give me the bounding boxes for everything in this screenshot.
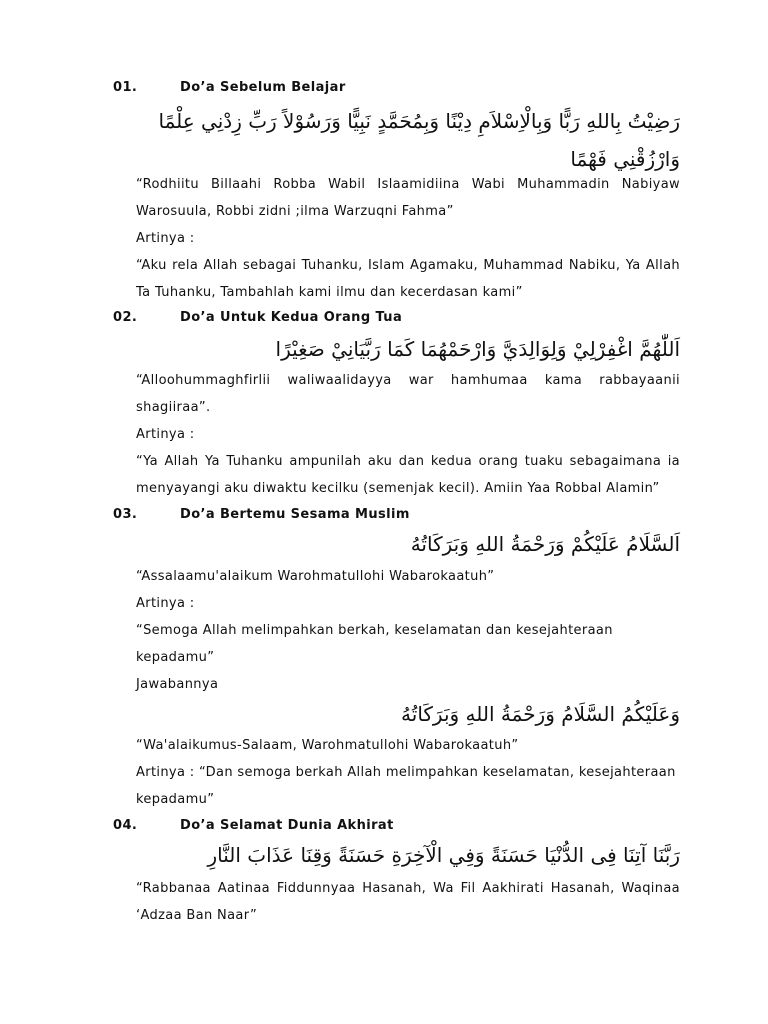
section-03-latin-transliteration: “Assalaamu'alaikum Warohmatullohi Wabarokaatuh”	[136, 569, 495, 584]
section-number: 01.	[113, 80, 138, 95]
section-03-heading	[113, 507, 680, 527]
section-04-arabic-prayer: رَبَّنَا آتِنَا فِى الدُّنْيَا حَسَنَةً وَفِي الْآخِرَةِ حَسَنَةً وَقِنَا عَذَابَ النَّارِ	[207, 843, 680, 867]
section-number: 04.	[113, 818, 138, 833]
section-03-meaning: “Semoga Allah melimpahkan berkah, keselamatan dan kesejahteraan kepadamu”	[136, 623, 613, 665]
section-title: Do’a Bertemu Sesama Muslim	[180, 507, 410, 522]
section-02-arabic-prayer: اَللّٰهُمَّ اغْفِرْلِيْ وَلِوَالِدَيَّ وَارْحَمْهُمَا كَمَا رَبَّيَانِيْ صَغِيْرًا	[275, 337, 680, 361]
section-02-heading	[113, 310, 680, 330]
section-03-jawaban-label: Jawabannya	[136, 677, 219, 692]
section-title: Do’a Sebelum Belajar	[180, 80, 346, 95]
section-02-artinya-label: Artinya :	[136, 427, 195, 442]
section-title: Do’a Untuk Kedua Orang Tua	[180, 310, 403, 325]
section-04-latin-transliteration: “Rabbanaa Aatinaa Fiddunnyaa Hasanah, Wa Fil Aakhirati Hasanah, Waqinaa ‘Adzaa Ban Naar”	[136, 881, 680, 923]
section-02-latin-transliteration: “Alloohummaghfirlii waliwaalidayya war hamhumaa kama rabbayaanii shagiiraa”.	[136, 373, 680, 415]
section-03-reply-meaning: Artinya : “Dan semoga berkah Allah melimpahkan keselamatan, kesejahteraan kepadamu”	[136, 765, 676, 807]
section-title: Do’a Selamat Dunia Akhirat	[180, 818, 394, 833]
section-01-meaning: “Aku rela Allah sebagai Tuhanku, Islam Agamaku, Muhammad Nabiku, Ya Allah Ta Tuhanku, Tambahlah kami ilmu dan kecerdasan kami”	[136, 258, 680, 300]
section-03-arabic-greeting: اَلسَّلَامُ عَلَيْكُمْ وَرَحْمَةُ اللهِ وَبَرَكَاتُهُ	[410, 532, 680, 556]
section-01-arabic-prayer: رَضِيْتُ بِاللهِ رَبًّا وَبِالْاِسْلاَمِ دِيْنًا وَبِمُحَمَّدٍ نَبِيًّا وَرَسُوْلاً رَبِّ زِدْنِي عِلْمًا وَارْزُقْنِي فَهْمًا	[158, 109, 680, 171]
section-03-reply-latin: “Wa'alaikumus-Salaam, Warohmatullohi Wabarokaatuh”	[136, 738, 519, 753]
section-02-meaning: “Ya Allah Ya Tuhanku ampunilah aku dan kedua orang tuaku sebagaimana ia menyayangi aku diwaktu kecilku (semenjak kecil). Amiin Yaa Robbal Alamin”	[136, 454, 680, 496]
section-04-heading	[113, 818, 680, 838]
section-03-artinya-label: Artinya :	[136, 596, 195, 611]
section-01-heading	[113, 80, 680, 100]
section-03-reply-arabic: وَعَلَيْكُمُ السَّلَامُ وَرَحْمَةُ اللهِ وَبَرَكَاتُهُ	[401, 702, 680, 726]
section-number: 02.	[113, 310, 138, 325]
section-01-artinya-label: Artinya :	[136, 231, 195, 246]
section-number: 03.	[113, 507, 138, 522]
section-01-latin-transliteration: “Rodhiitu Billaahi Robba Wabil Islaamidiina Wabi Muhammadin Nabiyaw Warosuula, Robbi zidni ;ilma Warzuqni Fahma”	[136, 177, 680, 219]
